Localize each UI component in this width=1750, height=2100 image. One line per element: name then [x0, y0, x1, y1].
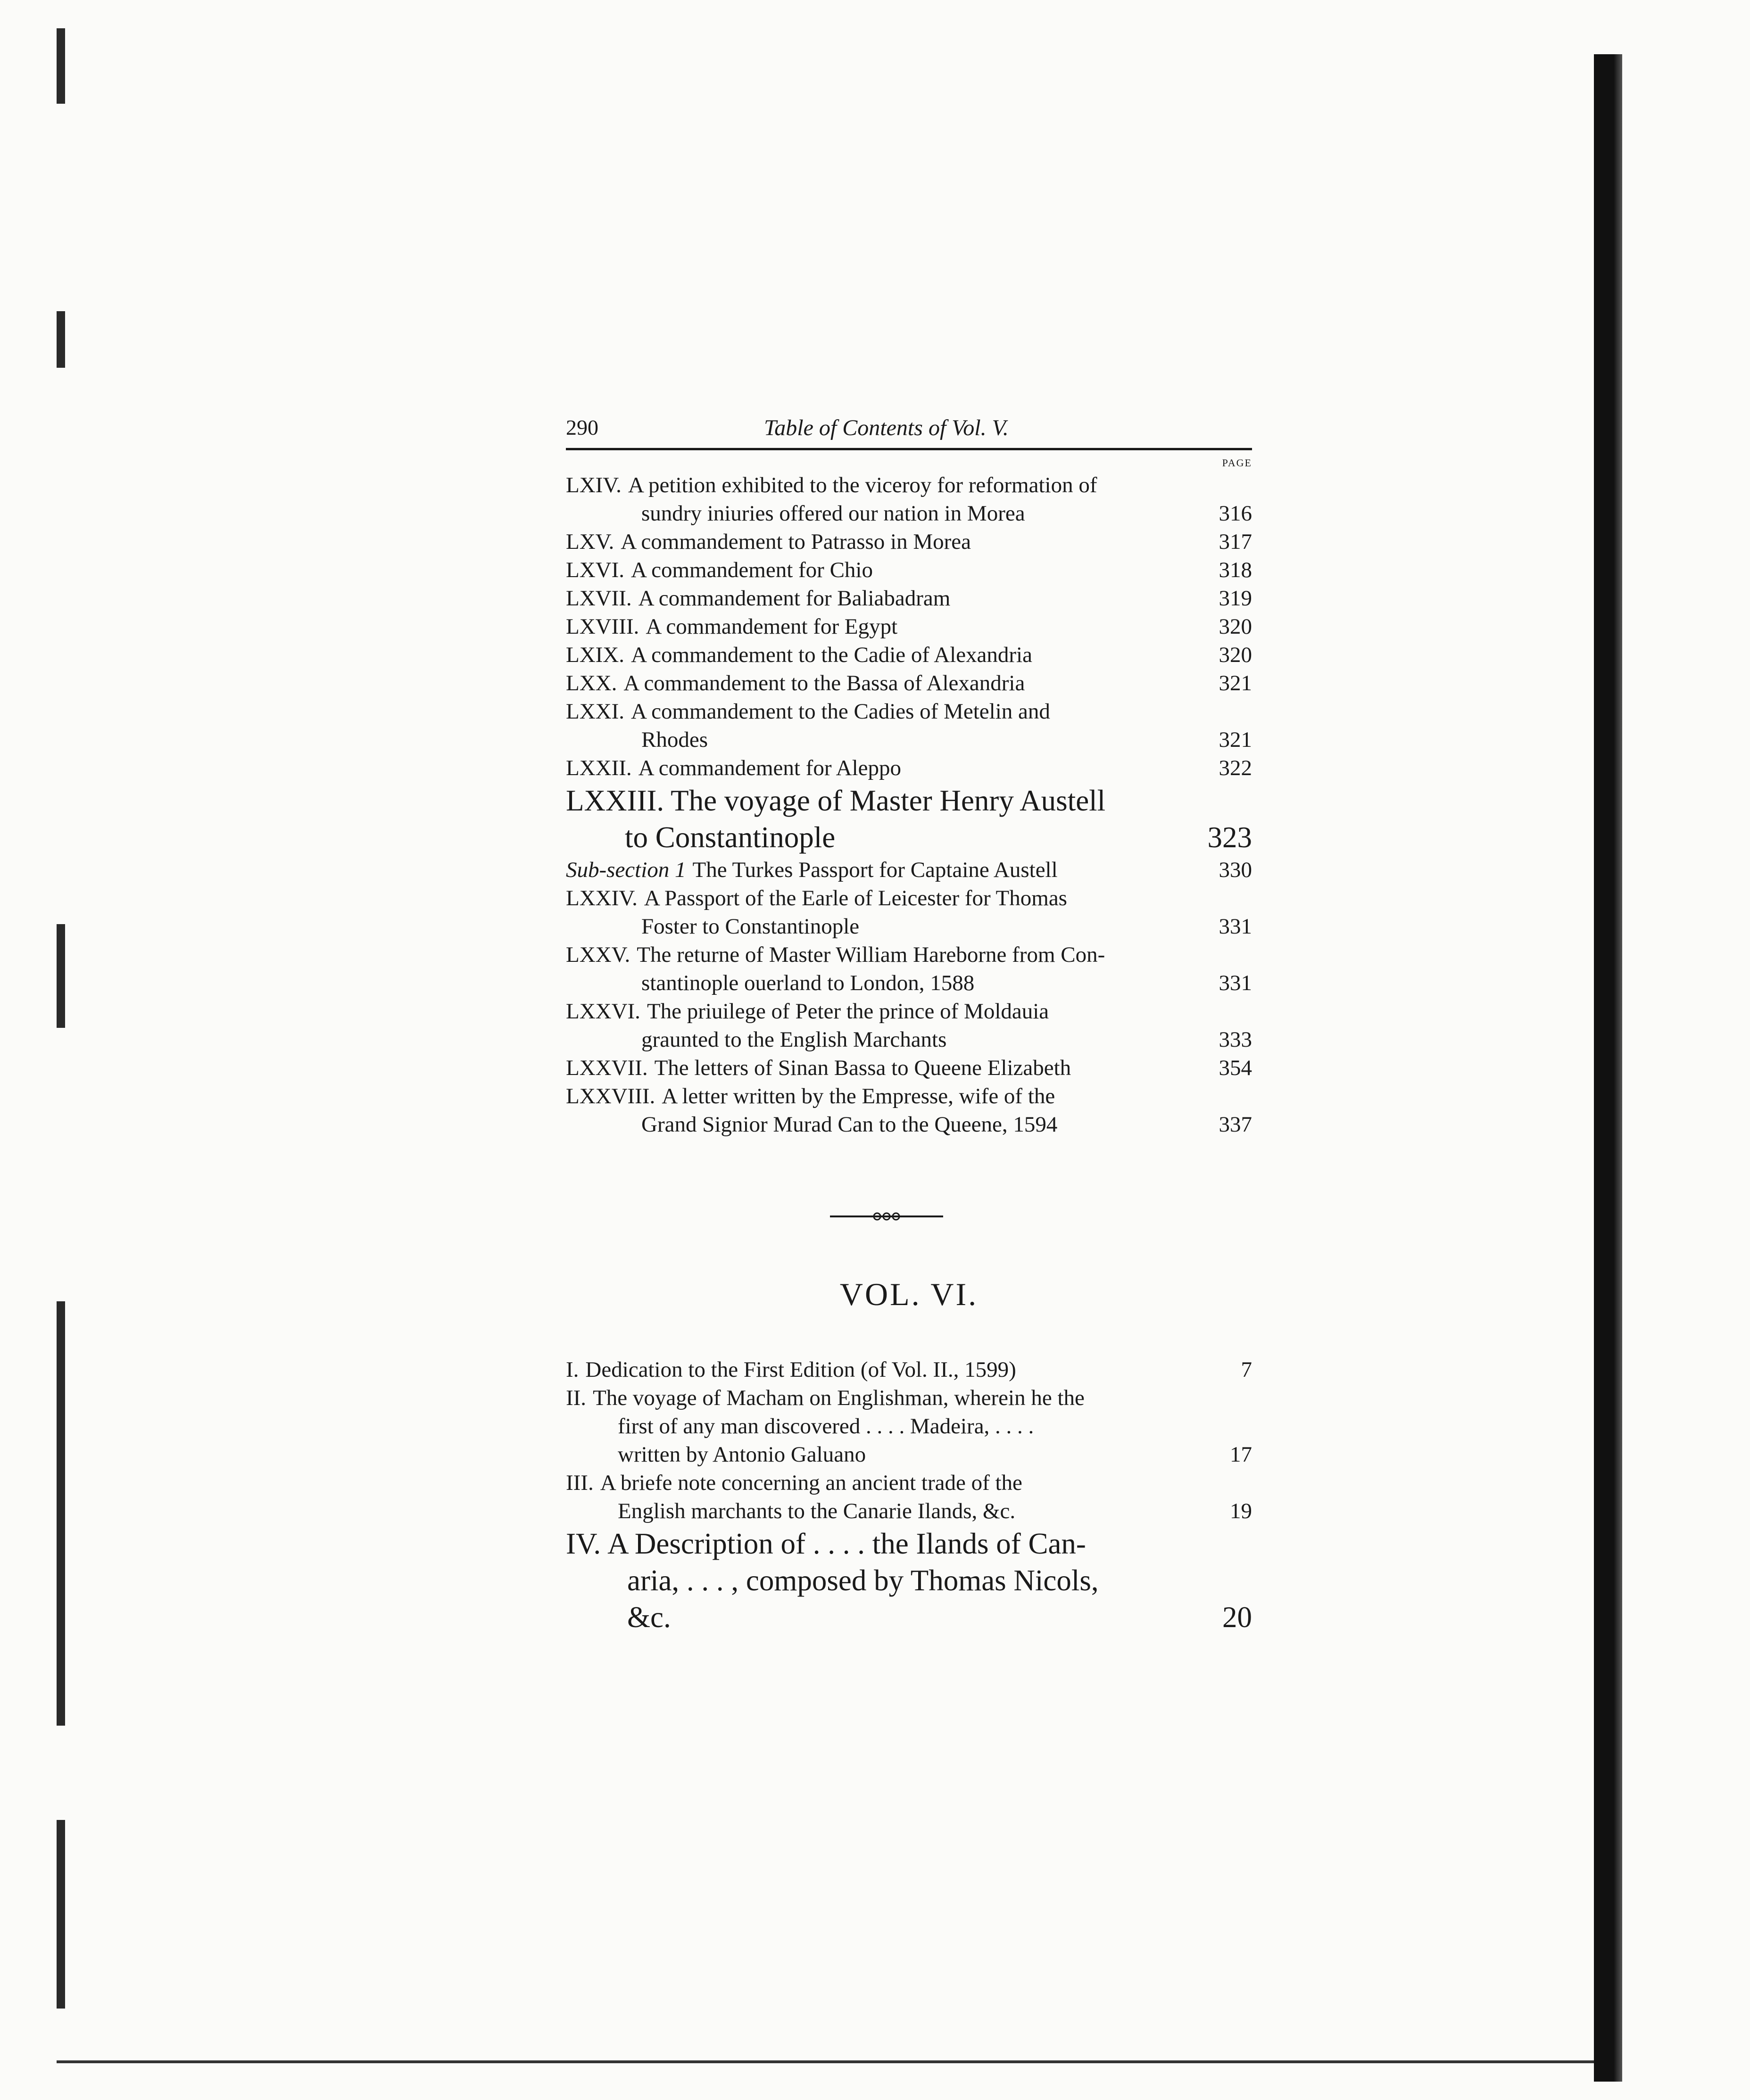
entry-title-continued: to Constantinople [625, 821, 836, 854]
entry-title-continued: Foster to Constantinople [641, 914, 860, 939]
entry-title: The returne of Master William Hareborne from Con- [637, 943, 1105, 967]
entry-page: 316 [1219, 501, 1252, 526]
entry-page: 7 [1241, 1357, 1252, 1382]
toc-entry-lxv [566, 528, 1252, 556]
entry-title: A commandement to Patrasso in Morea [621, 529, 971, 554]
entry-number: LXIV. [566, 473, 622, 497]
entry-title: The priuilege of Peter the prince of Moldauia [647, 999, 1049, 1024]
entry-number: LXXV. [566, 943, 630, 967]
entry-title-continued: written by Antonio Galuano [618, 1442, 866, 1467]
entry-number: LXX. [566, 671, 617, 695]
entry-title-continued: sundry iniuries offered our nation in Morea [641, 501, 1025, 526]
toc-entry-lxiv [566, 471, 1252, 528]
table-of-contents [566, 405, 1252, 1636]
entry-title-continued: English marchants to the Canarie Ilands, &c. [618, 1499, 1016, 1523]
entry-title: The Turkes Passport for Captaine Austell [692, 858, 1058, 882]
entry-number: Sub-section 1 [566, 858, 686, 882]
entry-title: A petition exhibited to the viceroy for reformation of [628, 473, 1097, 497]
right-binding-shadow [1594, 54, 1622, 2082]
toc-entry-iii [566, 1469, 1252, 1525]
entry-page: 320 [1219, 614, 1252, 639]
entry-title: The letters of Sinan Bassa to Queene Elizabeth [654, 1056, 1071, 1080]
ornamental-rule [566, 1139, 1252, 1252]
vol5-entries [566, 471, 1252, 1139]
toc-entry-ii [566, 1384, 1252, 1469]
running-title: Table of Contents of Vol. V. [764, 415, 1009, 440]
entry-title: A commandement to the Cadies of Metelin and [631, 699, 1050, 724]
toc-entry-lxxvi [566, 997, 1252, 1054]
fleuron-icon [830, 1209, 943, 1224]
entry-number: I. [566, 1357, 579, 1382]
entry-number: LXXIII. [566, 784, 664, 817]
entry-title: A commandement to the Bassa of Alexandria [623, 671, 1025, 695]
entry-number: LXXVIII. [566, 1084, 655, 1108]
entry-page: 317 [1219, 529, 1252, 554]
entry-number: LXV. [566, 529, 614, 554]
entry-page: 354 [1219, 1056, 1252, 1080]
entry-title: A Description of . . . . the Ilands of Can- [607, 1527, 1086, 1560]
entry-title: A commandement for Chio [631, 558, 873, 582]
toc-entry-lxxvii [566, 1054, 1252, 1082]
entry-page: 323 [1207, 821, 1252, 854]
entry-title: A commandement for Baliabadram [638, 586, 951, 611]
entry-page: 320 [1219, 643, 1252, 667]
toc-entry-lxviii [566, 612, 1252, 641]
bottom-page-edge [57, 2060, 1594, 2063]
entry-title: A letter written by the Empresse, wife of the [662, 1084, 1055, 1108]
entry-number: LXXI. [566, 699, 624, 724]
page-column-label: PAGE [1222, 457, 1252, 469]
toc-entry-lxxi [566, 697, 1252, 754]
toc-entry-lxxii [566, 754, 1252, 782]
toc-entry-iv [566, 1525, 1252, 1636]
entry-title-continued: stantinople ouerland to London, 1588 [641, 971, 975, 995]
toc-entry-lxxiv [566, 884, 1252, 941]
entry-title-continued: Grand Signior Murad Can to the Queene, 1594 [641, 1112, 1058, 1137]
entry-title: Dedication to the First Edition (of Vol. II., 1599) [585, 1357, 1016, 1382]
toc-entry-lxvi [566, 556, 1252, 584]
entry-number: LXVIII. [566, 614, 639, 639]
entry-title: A Passport of the Earle of Leicester for Thomas [644, 886, 1067, 910]
entry-page: 331 [1219, 971, 1252, 995]
entry-number: LXXIV. [566, 886, 638, 910]
entry-number: LXXVI. [566, 999, 640, 1024]
entry-title: A briefe note concerning an ancient trade of the [600, 1471, 1022, 1495]
entry-number: LXXII. [566, 756, 632, 780]
entry-page: 322 [1219, 756, 1252, 780]
entry-number: LXVII. [566, 586, 632, 611]
entry-number: II. [566, 1386, 587, 1410]
toc-entry-subsection-1 [566, 856, 1252, 884]
entry-page: 321 [1219, 671, 1252, 695]
entry-page: 20 [1222, 1601, 1252, 1634]
entry-page: 330 [1219, 858, 1252, 882]
entry-title: A commandement to the Cadie of Alexandria [631, 643, 1032, 667]
entry-page: 331 [1219, 914, 1252, 939]
entry-number: IV. [566, 1527, 601, 1560]
entry-page: 19 [1230, 1499, 1252, 1523]
entry-page: 318 [1219, 558, 1252, 582]
entry-page: 321 [1219, 728, 1252, 752]
entry-title-continued: &c. [627, 1601, 671, 1634]
entry-title-continued: graunted to the English Marchants [641, 1027, 947, 1052]
volume-heading: VOL. VI. [839, 1276, 979, 1312]
entry-number: LXXVII. [566, 1056, 648, 1080]
entry-title: A commandement for Aleppo [638, 756, 902, 780]
entry-page: 17 [1230, 1442, 1252, 1467]
entry-title: A commandement for Egypt [646, 614, 898, 639]
left-page-edge [57, 28, 85, 2056]
entry-title: The voyage of Macham on Englishman, wherein he the [593, 1386, 1085, 1410]
entry-title-continued: Rhodes [641, 728, 708, 752]
entry-number: LXIX. [566, 643, 624, 667]
toc-entry-lxvii [566, 584, 1252, 612]
page-number: 290 [566, 415, 598, 439]
vol6-entries [566, 1356, 1252, 1636]
toc-entry-lxx [566, 669, 1252, 697]
toc-entry-i [566, 1356, 1252, 1384]
toc-entry-lxxviii [566, 1082, 1252, 1139]
entry-title-continued: first of any man discovered . . . . Madeira, . . . . [618, 1414, 1034, 1439]
entry-number: LXVI. [566, 558, 624, 582]
entry-number: III. [566, 1471, 594, 1495]
entry-page: 333 [1219, 1027, 1252, 1052]
entry-page: 319 [1219, 586, 1252, 611]
toc-entry-lxxiii [566, 782, 1252, 856]
entry-page: 337 [1219, 1112, 1252, 1137]
toc-entry-lxxv [566, 941, 1252, 997]
running-head [566, 405, 1252, 450]
toc-entry-lxix [566, 641, 1252, 669]
entry-title-continued: aria, . . . , composed by Thomas Nicols, [627, 1564, 1099, 1597]
entry-title: The voyage of Master Henry Austell [671, 784, 1106, 817]
